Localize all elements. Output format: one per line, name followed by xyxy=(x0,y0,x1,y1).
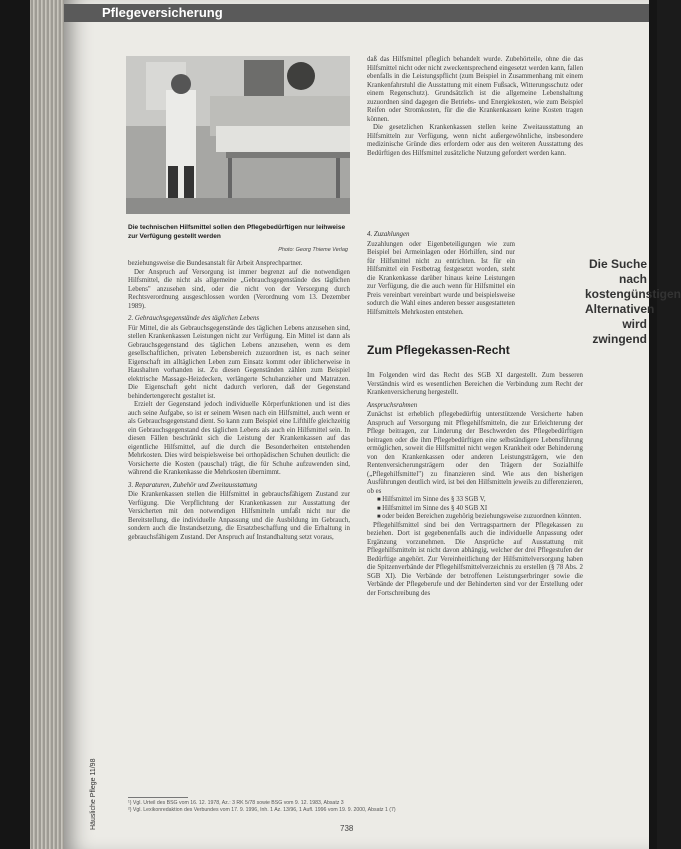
nursing-photo xyxy=(126,56,350,214)
page-number: 738 xyxy=(340,824,354,833)
subheading: 2. Gebrauchsgegenstände des täglichen Lebens xyxy=(128,315,260,322)
right-column-zuzahlungen xyxy=(367,227,515,317)
paragraph: Zuzahlungen oder Eigenbeteiligungen wie zum Beispiel bei Armeinlagen oder Hörhilfen, sind nur für Hilfsmittel nicht zu entrichten. Ist für ein Hilfsmittel ein Festbetrag festgesetzt worden, steht die Krankenkasse darüber hinaus keine Leistungen zur Verfügung, die die auch wenn für Hilfsmittel ein Preis vereinbart vereinbart wurde und beispielsweise sodurch die Wahl eines anderen besser ausgestatteten Hilfsmittels Mehrkosten entstehen. xyxy=(367,240,515,316)
right-column-top xyxy=(367,56,583,158)
footnote: ²) Vgl. Lexikonredaktion des Verbundes vom 17. 9. 1996, Inh. 1 Az. 13/96, 1 Aufl. 1996 vom 19. 9. 2000, Absatz 1 (7) xyxy=(128,807,396,813)
paragraph: Im Folgenden wird das Recht des SGB XI dargestellt. Zum besseren Verständnis wird es wesentlichen Bereichen die Verbindung zum Recht der Krankenversicherung hergestellt. xyxy=(367,372,583,396)
subheading: Anspruchsrahmen xyxy=(367,401,418,409)
pull-quote: Die Suche nach kostengünstigen Alternativen wird zwingend xyxy=(585,257,681,346)
left-column xyxy=(128,260,350,542)
paragraph: Der Anspruch auf Versorgung ist immer begrenzt auf die notwendigen Hilfsmittel, die nicht als allgemeine „Gebrauchsgegenstände des täglichen Lebens" anzusehen sind, oder die nicht von der Versorgung durch Rechtsverordnung ausgeschlossen worden (Verordnung vom 13. Dezember 1989). xyxy=(128,268,350,310)
figure-caption: Die technischen Hilfsmittel sollen den Pflegebedürftigen nur leihweise zur Verfügung gestellt werden xyxy=(128,224,346,240)
paragraph: Für Mittel, die als Gebrauchsgegenstände des täglichen Lebens anzusehen sind, stellen Krankenkassen Leistungen nicht zur Verfügung. Ein Mittel ist dann als Gebrauchsgegenstand des täglichen Lebens anzusehen, wenn es dem gesellschaftlichen, privaten Lebensbereich zuzuordnen ist, es nach seiner Eigenschaft im alltäglichen Leben zum Einsatz kommt oder üblicherweise in Haushalten vorhanden ist. Zu diesen Gegenständen zählen zum Beispiel elektrische Massage-Heizdecken, verlängerte Schuhanzieher und Matratzen. Die Eigenschaft geht nicht dadurch verloren, daß der Gegenstand behindertengerecht gestaltet ist. xyxy=(128,324,350,400)
spine-text: Häusliche Pflege 11/98 xyxy=(90,758,97,830)
figure-source: Photo: Georg Thieme Verlag xyxy=(278,247,348,253)
spine-label xyxy=(90,720,102,830)
section-heading: Zum Pflegekassen-Recht xyxy=(367,343,510,357)
hilfsmittel-list xyxy=(367,496,583,522)
subheading: 3. Reparaturen, Zubehör und Zweitausstattung xyxy=(128,481,258,489)
paragraph: beziehungsweise die Bundesanstalt für Arbeit Ansprechpartner. xyxy=(128,260,303,267)
paragraph: Zunächst ist erheblich pflegebedürftig unterstützende Versicherte haben Anspruch auf Versorgung mit Pflegehilfsmitteln, die zur Erleichterung der Pflege beitragen, zur Linderung der Beschwerden des Pflegebedürftigen beitragen oder die ihm Pflegebedürftigen eine selbständigere Lebensführung ermöglichen, soweit die Hilfsmittel nicht wegen Krankheit oder Behinderung von den Krankenkassen oder anderen Leistungsträgern, wie den Rentenversicherungsträgern oder den Trägern der Sozialhilfe („Pflegehilfsmittel") zu finanzieren sind. Wie aus den bisherigen Ausführungen deutlich wird, ist bei den Hilfsmitteln jeweils zu differenzieren, ob es xyxy=(367,411,583,495)
footnotes xyxy=(128,800,568,814)
subheading: 4. Zuzahlungen xyxy=(367,231,410,238)
paragraph: Die Krankenkassen stellen die Hilfsmittel in gebrauchsfähigem Zustand zur Verfügung. Die Verpflichtung der Krankenkassen zur Ausstattung der Versicherten mit den notwendigen Hilfsmitteln umfaßt nicht nur die Bereitstellung, die individuelle Anpassung und die Ausbildung im Gebrauch, sondern auch die Instandsetzung, die Ersatzbeschaffung und die Erhaltung in gebrauchsfähigem Zustand. Der Anspruch auf Instandhaltung setzt voraus, xyxy=(128,491,350,541)
paragraph: Pflegehilfsmittel sind bei den Vertragspartnern der Pflegekassen zu beziehen. Dort ist gegebenenfalls auch die individuelle Anpassung oder Ergänzung vorzunehmen. Die Ansprüche auf Ausstattung mit Pflegehilfsmitteln ist nicht davon abhängig, welcher der drei Pflegestufen der Bedürftige angehört. Zur Vereinheitlichung der Hilfsmittelversorgung haben die Spitzenverbände der Pflegehilfsmittelverzeichnis zu erstellen (§ 78 Abs. 2 SGB XI). Die Verbände der betroffenen Leistungserbringer sowie die Verbände der Pflegeberufe und der Behinderten sind vor der Erstellung oder der Fortschreibung des xyxy=(367,521,583,597)
footnote: ¹) Vgl. Urteil des BSG vom 16. 12. 1978, Az.: 3 RK 5/78 sowie BSG vom 9. 12. 1983, Absatz 3 xyxy=(128,800,344,806)
paragraph: Erzielt der Gegenstand jedoch individuelle Körperfunktionen und ist dies auch seine Aufgabe, so ist er seinem Wesen nach ein Hilfsmittel, auch wenn er als Gebrauchsgegenstand dient. So kann zum Beispiel eine Lifthilfe gleichzeitig ein Gebrauchsgegenstand des täglichen Lebens als auch ein Hilfsmittel sein. In diesen Fällen beschränkt sich die Leistung der Krankenkassen auf das eigentliche Hilfsmittel, auf die durch die Besonderheiten entstehenden Mehrkosten. Dies wird beispielsweise bei orthopädischen Schuhen deutlich: die Vorsicherte die Kosten (pauschal) trägt, die für Schuhe aufzuwenden sind, während die Krankenkasse die Mehrkosten übernimmt. xyxy=(128,401,350,476)
list-item: ■ Hilfsmittel im Sinne des § 33 SGB V, xyxy=(377,496,583,505)
list-item: ■ Hilfsmittel im Sinne des § 40 SGB XI xyxy=(377,505,583,514)
nursing-photo-illustration xyxy=(126,56,350,214)
paragraph: daß das Hilfsmittel pfleglich behandelt wurde. Zubehörteile, ohne die das Hilfsmittel nicht oder nicht zweckentsprechend eingesetzt werden kann, fallen ebenfalls in die Leistungspflicht (zum Beispiel in Zusammenhang mit einem Krankenfahrstuhl die Ausstattung mit einem Fußsack, Witterungsschutz oder einem Regenschutz). Grundsätzlich ist die allgemeine Lebenshaltung zuzuordnen sind dagegen die Betriebs- und Energiekosten, wie zum Beispiel Reifen oder Stromkosten, für die die Krankenkassen keine Kosten tragen können. xyxy=(367,56,584,123)
section-title: Pflegeversicherung xyxy=(102,5,223,20)
paragraph: Die gesetzlichen Krankenkassen stellen keine Zweitausstattung an Hilfsmitteln zur Verfügung, wenn nicht außergewöhnliche, insbesondere medizinische Gründe dies erfordern oder aus den weiteren Ausstattung des Bedürftigen des Hilfsmittel zusätzliche Nutzung gefordert werden kann. xyxy=(367,124,583,157)
list-item: ■ oder beiden Bereichen zugehörig beziehungsweise zuzuordnen könnten. xyxy=(377,513,583,522)
right-column-bottom xyxy=(367,372,583,598)
footnote-rule xyxy=(128,797,188,798)
